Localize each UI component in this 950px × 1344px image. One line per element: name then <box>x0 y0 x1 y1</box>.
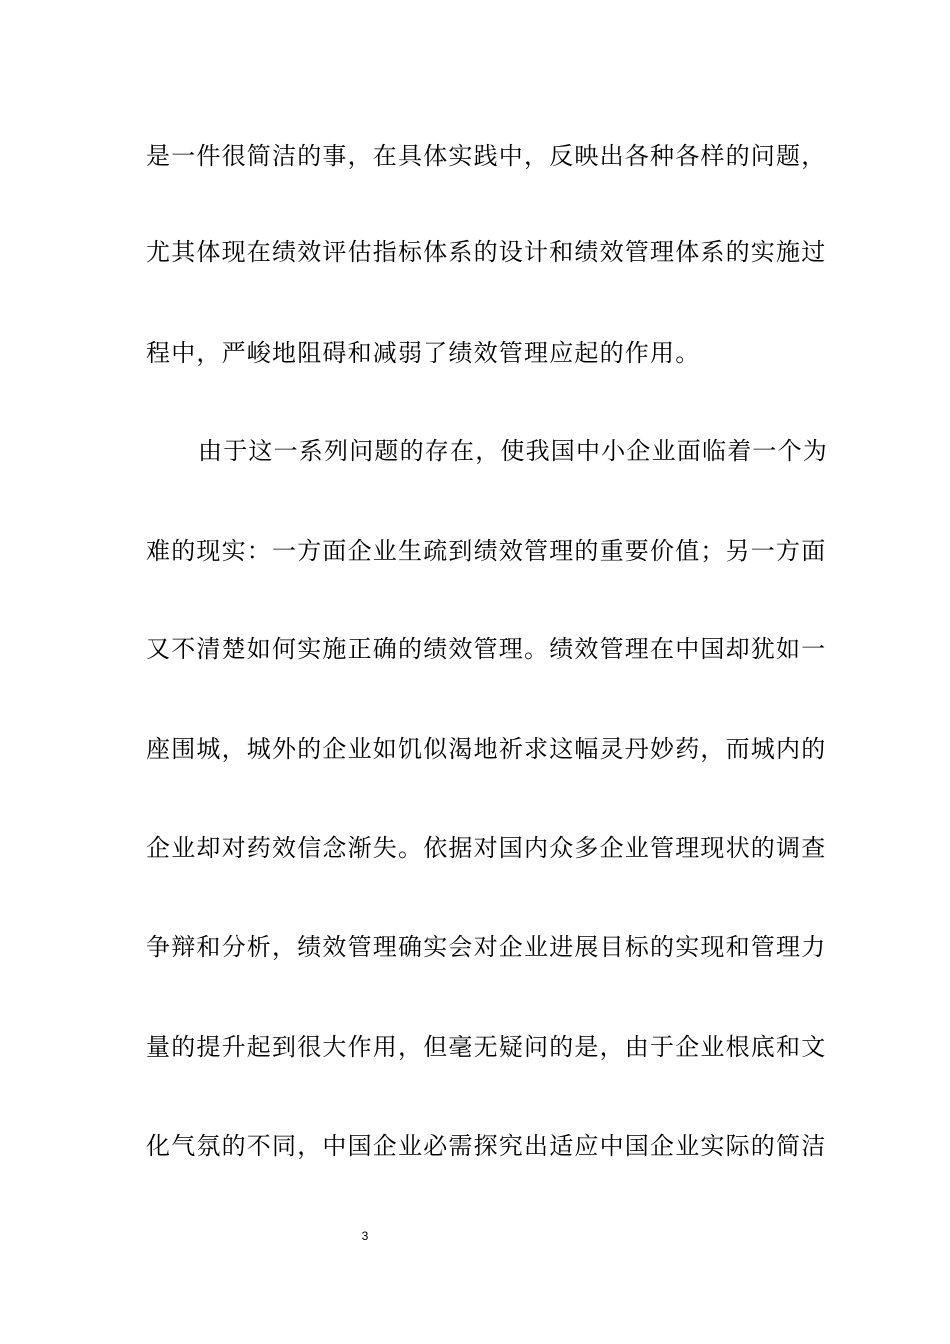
text-line: 程中，严峻地阻碍和减弱了绩效管理应起的作用。 <box>146 339 701 367</box>
text-line: 量的提升起到很大作用，但毫无疑问的是，由于企业根底和文 <box>146 1033 827 1061</box>
text-line: 是一件很简洁的事，在具体实践中，反映出各种各样的问题， <box>146 142 827 170</box>
text-line: 企业却对药效信念渐失。依据对国内众多企业管理现状的调查 <box>146 834 827 862</box>
page-number: 3 <box>361 1229 369 1243</box>
text-line: 又不清楚如何实施正确的绩效管理。绩效管理在中国却犹如一 <box>146 635 827 663</box>
text-line: 争辩和分析，绩效管理确实会对企业进展目标的实现和管理力 <box>146 933 827 961</box>
paragraph-first-line: 由于这一系列问题的存在，使我国中小企业面临着一个为 <box>198 437 828 465</box>
text-line: 座围城，城外的企业如饥似渴地祈求这幅灵丹妙药，而城内的 <box>146 735 827 763</box>
text-line: 尤其体现在绩效评估指标体系的设计和绩效管理体系的实施过 <box>146 238 827 266</box>
text-line: 难的现实：一方面企业生疏到绩效管理的重要价值；另一方面 <box>146 537 827 565</box>
text-line: 化气氛的不同，中国企业必需探究出适应中国企业实际的简洁 <box>146 1132 827 1160</box>
